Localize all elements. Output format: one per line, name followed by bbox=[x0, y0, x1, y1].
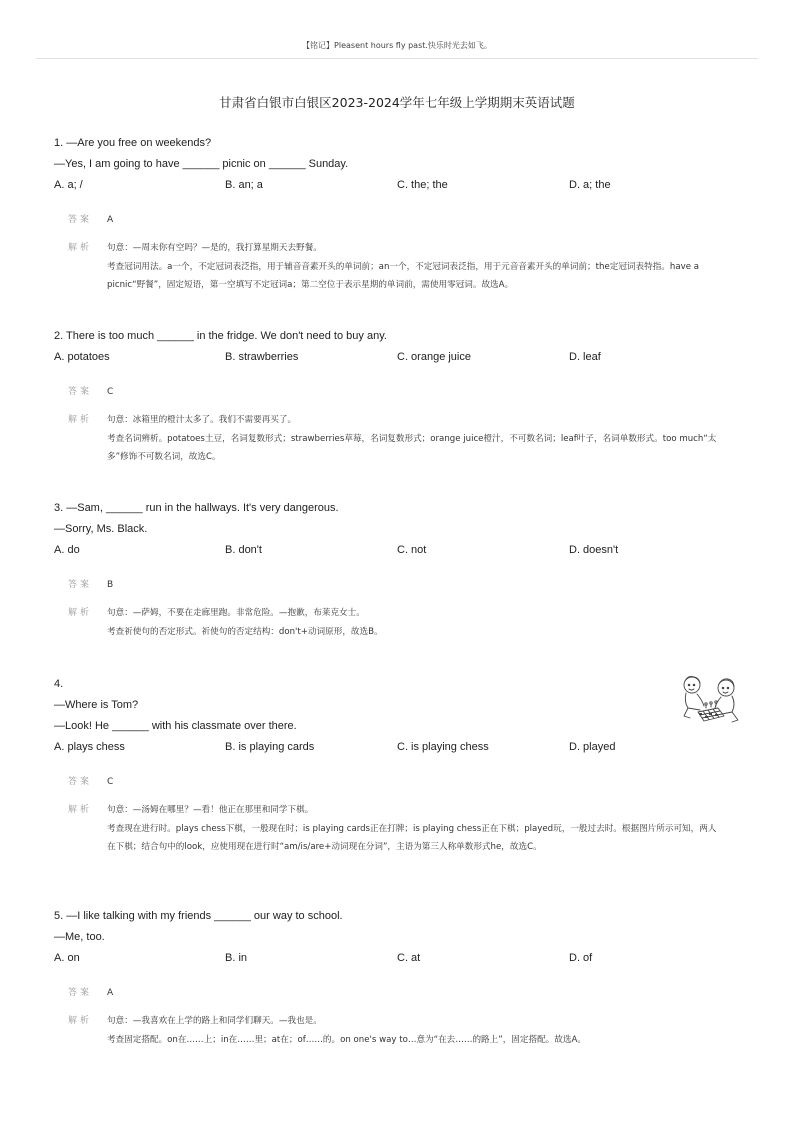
option-d: D. played bbox=[569, 741, 616, 753]
explanation bbox=[54, 411, 744, 467]
explain-line: 句意：—我喜欢在上学的路上和同学们聊天。—我也是。 bbox=[107, 1016, 322, 1026]
answer-label: 答案 bbox=[68, 777, 93, 787]
explanation bbox=[54, 604, 744, 641]
explain-label: 解析 bbox=[68, 805, 93, 815]
option-b: B. strawberries bbox=[225, 351, 299, 363]
explain-label: 解析 bbox=[68, 243, 93, 253]
answer-value: B bbox=[107, 580, 114, 590]
header-note: 【铭记】Pleasent hours fly past.快乐时光去如飞。 bbox=[302, 41, 492, 50]
question-stem-line: —Me, too. bbox=[54, 931, 105, 943]
question-5 bbox=[54, 906, 744, 1049]
explain-label: 解析 bbox=[68, 608, 93, 618]
option-d: D. leaf bbox=[569, 351, 601, 363]
question-stem-line: 4. bbox=[54, 678, 64, 690]
answer-value: A bbox=[107, 988, 114, 998]
option-a: A. a; / bbox=[54, 179, 83, 191]
question-1 bbox=[54, 133, 744, 295]
explain-line: 考查现在进行时。plays chess下棋，一般现在时；is playing cards正在打牌；is playing chess正在下棋；played玩，一般过去时。根据图片所示可知，两人在下棋；结合句中的look，应使用现在进行时“am/is/are+动词现在分词”，主语为第三人称单数形式he，故选C。 bbox=[107, 823, 717, 852]
question-stem-line: 3. —Sam, ______ run in the hallways. It's very dangerous. bbox=[54, 502, 339, 514]
question-stem-line: —Sorry, Ms. Black. bbox=[54, 523, 148, 535]
question-stem-line: —Where is Tom? bbox=[54, 699, 139, 711]
option-row bbox=[54, 948, 744, 969]
explain-line: 考查名词辨析。potatoes土豆，名词复数形式；strawberries草莓，名词复数形式；orange juice橙汁，不可数名词；leaf叶子，名词单数形式。too much“太多”修饰不可数名词，故选C。 bbox=[107, 433, 717, 462]
option-d: D. a; the bbox=[569, 179, 611, 191]
answer-row bbox=[54, 577, 744, 593]
option-c: C. the; the bbox=[397, 179, 448, 191]
answer-row bbox=[54, 774, 744, 790]
explanation bbox=[54, 1012, 744, 1049]
answer-row bbox=[54, 985, 744, 1001]
answer-row bbox=[54, 212, 744, 228]
explain-line: 句意：—萨姆，不要在走廊里跑。非常危险。—抱歉，布莱克女士。 bbox=[107, 608, 365, 618]
option-b: B. in bbox=[225, 952, 248, 964]
option-a: A. plays chess bbox=[54, 741, 125, 753]
option-a: A. potatoes bbox=[54, 351, 110, 363]
question-2 bbox=[54, 326, 744, 467]
option-row bbox=[54, 737, 744, 758]
option-b: B. don't bbox=[225, 544, 262, 556]
explain-label: 解析 bbox=[68, 1016, 93, 1026]
explain-line: 考查冠词用法。a一个，不定冠词表泛指，用于辅音音素开头的单词前；an一个，不定冠词表泛指，用于元音音素开头的单词前；the定冠词表特指。have a picnic“野餐”，固定短语，第一空填写不定冠词a；第二空位于表示星期的单词前，需使用零冠词。故选A。 bbox=[107, 261, 699, 290]
option-b: B. is playing cards bbox=[225, 741, 315, 753]
question-stem-line: —Look! He ______ with his classmate over there. bbox=[54, 720, 297, 732]
option-a: A. do bbox=[54, 544, 80, 556]
question-stem-line: 2. There is too much ______ in the fridge. We don't need to buy any. bbox=[54, 330, 387, 342]
answer-row bbox=[54, 384, 744, 400]
explain-line: 句意：冰箱里的橙汁太多了。我们不需要再买了。 bbox=[107, 415, 297, 425]
explain-line: 句意：—汤姆在哪里？—看！他正在那里和同学下棋。 bbox=[107, 805, 314, 815]
option-b: B. an; a bbox=[225, 179, 263, 191]
explanation bbox=[54, 239, 744, 295]
explain-line: 考查固定搭配。on在……上；in在……里；at在；of……的。on one's way to…意为“在去……的路上”，固定搭配。故选A。 bbox=[107, 1034, 586, 1045]
kids-playing-chess-illustration bbox=[676, 672, 746, 728]
answer-label: 答案 bbox=[68, 580, 93, 590]
answer-value: C bbox=[107, 777, 114, 787]
option-d: D. doesn't bbox=[569, 544, 619, 556]
option-c: C. not bbox=[397, 544, 427, 556]
answer-label: 答案 bbox=[68, 387, 93, 397]
question-4 bbox=[54, 674, 744, 857]
question-stem-line: 1. —Are you free on weekends? bbox=[54, 137, 212, 149]
answer-label: 答案 bbox=[68, 215, 93, 225]
question-3 bbox=[54, 498, 744, 641]
option-row bbox=[54, 175, 744, 196]
option-d: D. of bbox=[569, 952, 593, 964]
option-row bbox=[54, 347, 744, 368]
explain-line: 句意：—周末你有空吗？—是的，我打算星期天去野餐。 bbox=[107, 243, 322, 253]
explanation bbox=[54, 801, 744, 857]
option-c: C. orange juice bbox=[397, 351, 471, 363]
option-row bbox=[54, 540, 744, 561]
answer-value: C bbox=[107, 387, 114, 397]
option-c: C. is playing chess bbox=[397, 741, 489, 753]
option-a: A. on bbox=[54, 952, 80, 964]
option-c: C. at bbox=[397, 952, 421, 964]
answer-value: A bbox=[107, 215, 114, 225]
question-stem-line: —Yes, I am going to have ______ picnic on ______ Sunday. bbox=[54, 158, 349, 170]
answer-label: 答案 bbox=[68, 988, 93, 998]
question-stem-line: 5. —I like talking with my friends ______ our way to school. bbox=[54, 910, 343, 922]
header-divider bbox=[36, 58, 758, 59]
document-title: 甘肃省白银市白银区2023-2024学年七年级上学期期末英语试题 bbox=[219, 95, 575, 110]
explain-label: 解析 bbox=[68, 415, 93, 425]
explain-line: 考查祈使句的否定形式。祈使句的否定结构：don't+动词原形，故选B。 bbox=[107, 626, 383, 637]
